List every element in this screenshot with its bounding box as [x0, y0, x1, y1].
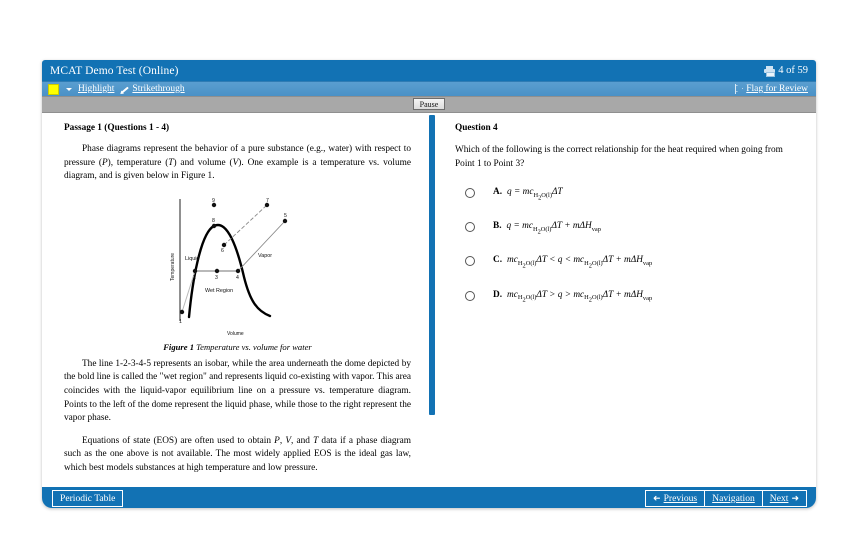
var-V-2: V: [285, 435, 292, 446]
passage-p1-part-c: ) and volume (: [173, 157, 233, 168]
radio-button-b[interactable]: [465, 222, 475, 232]
figure-point-label-5: 5: [283, 212, 287, 219]
answer-choice-list: [455, 187, 802, 304]
app-title: MCAT Demo Test (Online): [50, 64, 179, 77]
passage-paragraph-1: [64, 143, 411, 184]
figure-caption-text: Temperature vs. volume for water: [194, 341, 312, 352]
passage-p1-part-b: ), temperature (: [107, 157, 169, 168]
figure-point-label-7: 7: [265, 197, 269, 204]
passage-p1-part-d: ). One example is a temperature vs. volume diagram, and is given below in Figure 1.: [64, 157, 411, 182]
question-heading: Question 4: [455, 123, 498, 133]
bottom-navigation-bar: [42, 487, 816, 508]
temperature-volume-diagram: [162, 193, 314, 341]
figure-point-label-1: 1: [178, 318, 182, 325]
figure-1: [64, 193, 411, 352]
answer-choice-letter: B.: [493, 221, 502, 232]
arrow-left-icon: ➜: [653, 493, 661, 503]
content-area: [42, 113, 816, 487]
answer-choice-formula: $mc_{H_2O(l)}\Delta T < q < mc_{H_2O(l)}\Delta T + m\Delta H_{vap}$: [507, 255, 653, 270]
highlighter-swatch-icon[interactable]: [48, 84, 59, 95]
passage-paragraph-2: The line 1-2-3-4-5 represents an isobar, while the area underneath the dome depicted by the bold line is called the "wet region" and represents liquid co-existing with vapor. This area coincides with the liquid-vapor equilibrium line on a pressure vs. temperature diagram. Points to the left of the dome represent the liquid phase, while those to the right represent the vapor phase.: [64, 358, 411, 424]
navigation-button[interactable]: [704, 490, 762, 507]
passage-p1-part-a: Phase diagrams represent the behavior of a pure substance (e.g., water) with respect to pressure (: [64, 144, 411, 168]
radio-button-a[interactable]: [465, 188, 475, 198]
passage-p3-part-b: ,: [279, 435, 286, 446]
passage-heading: Passage 1 (Questions 1 - 4): [64, 123, 170, 133]
next-button[interactable]: [762, 490, 807, 507]
arrow-right-icon: ➜: [791, 493, 799, 503]
figure-point-label-3: 3: [214, 274, 218, 281]
figure-point-label-9: 9: [211, 197, 215, 204]
figure-point-label-2: 2: [192, 274, 196, 281]
highlight-button[interactable]: [78, 84, 114, 94]
answer-choice-a[interactable]: [455, 187, 802, 201]
radio-button-d[interactable]: [465, 291, 475, 301]
var-P: P: [101, 157, 108, 168]
passage-paragraph-3: [64, 435, 411, 476]
pencil-icon: [120, 85, 129, 94]
answer-choice-formula: $mc_{H_2O(l)}\Delta T > q > mc_{H_2O(l)}\Delta T + m\Delta H_{vap}$: [507, 289, 653, 304]
question-counter: [764, 65, 808, 76]
answer-choice-letter: A.: [493, 187, 503, 198]
passage-p3-part-a: Equations of state (EOS) are often used to obtain: [82, 435, 275, 446]
answer-choice-letter: C.: [493, 255, 503, 266]
flag-for-review-label: Flag for Review: [746, 84, 808, 94]
answer-choice-c[interactable]: [455, 255, 802, 269]
passage-p3-part-c: , and: [291, 435, 314, 446]
pause-button[interactable]: Pause: [413, 98, 445, 110]
annotation-toolbar: [42, 81, 816, 96]
pane-divider-handle[interactable]: [429, 115, 435, 415]
title-bar: [42, 60, 816, 81]
strikethrough-label: Strikethrough: [132, 84, 185, 94]
flag-for-review-button[interactable]: [734, 84, 808, 94]
var-P-2: P: [274, 435, 280, 446]
var-T: T: [168, 157, 174, 168]
flag-icon: [734, 84, 743, 94]
navigation-label: Navigation: [712, 493, 755, 504]
var-V: V: [232, 157, 239, 168]
figure-point-label-8: 8: [211, 217, 215, 224]
question-stem: Which of the following is the correct relationship for the heat required when going from Point 1 to Point 3?: [455, 145, 783, 169]
figure-region-liquid: Liquid: [184, 255, 199, 262]
figure-caption: [64, 342, 411, 352]
previous-button[interactable]: [645, 490, 704, 507]
figure-region-vapor: Vapor: [257, 252, 272, 259]
highlight-label: Highlight: [78, 84, 115, 94]
figure-point-label-4: 4: [235, 274, 239, 281]
answer-choice-letter: D.: [493, 289, 503, 300]
passage-p3-part-d: data if a phase diagram such as the one above is not available. The most widely applied EOS is the ideal gas law, which best models substances at high temperature and low pressure.: [64, 435, 411, 473]
figure-x-axis-label: Volume: [226, 330, 244, 337]
figure-caption-number: Figure 1: [163, 341, 195, 352]
answer-choice-formula: $q = mc_{H_2O(l)}\Delta T + m\Delta H_{vap}$: [506, 221, 601, 236]
pause-strip: [42, 96, 816, 113]
question-counter-label: 4 of 59: [778, 65, 808, 76]
next-label: Next: [769, 493, 789, 504]
answer-choice-formula: $q = mc_{H_2O(l)}\Delta T$: [507, 187, 563, 202]
question-pane: [441, 113, 816, 487]
printer-icon[interactable]: [764, 66, 775, 75]
chevron-down-icon[interactable]: [66, 88, 72, 91]
figure-region-wet: Wet Region: [204, 287, 233, 294]
passage-pane: [42, 113, 425, 487]
test-application-window: [42, 60, 816, 508]
answer-choice-b[interactable]: [455, 221, 802, 235]
periodic-table-button[interactable]: [52, 490, 123, 507]
periodic-table-label: Periodic Table: [60, 493, 116, 504]
strikethrough-button[interactable]: [120, 84, 184, 94]
var-T-2: T: [313, 435, 319, 446]
previous-label: Previous: [663, 493, 698, 504]
answer-choice-d[interactable]: [455, 290, 802, 304]
radio-button-c[interactable]: [465, 256, 475, 266]
figure-y-axis-label: Temperature: [169, 252, 176, 281]
figure-point-label-6: 6: [220, 247, 224, 254]
